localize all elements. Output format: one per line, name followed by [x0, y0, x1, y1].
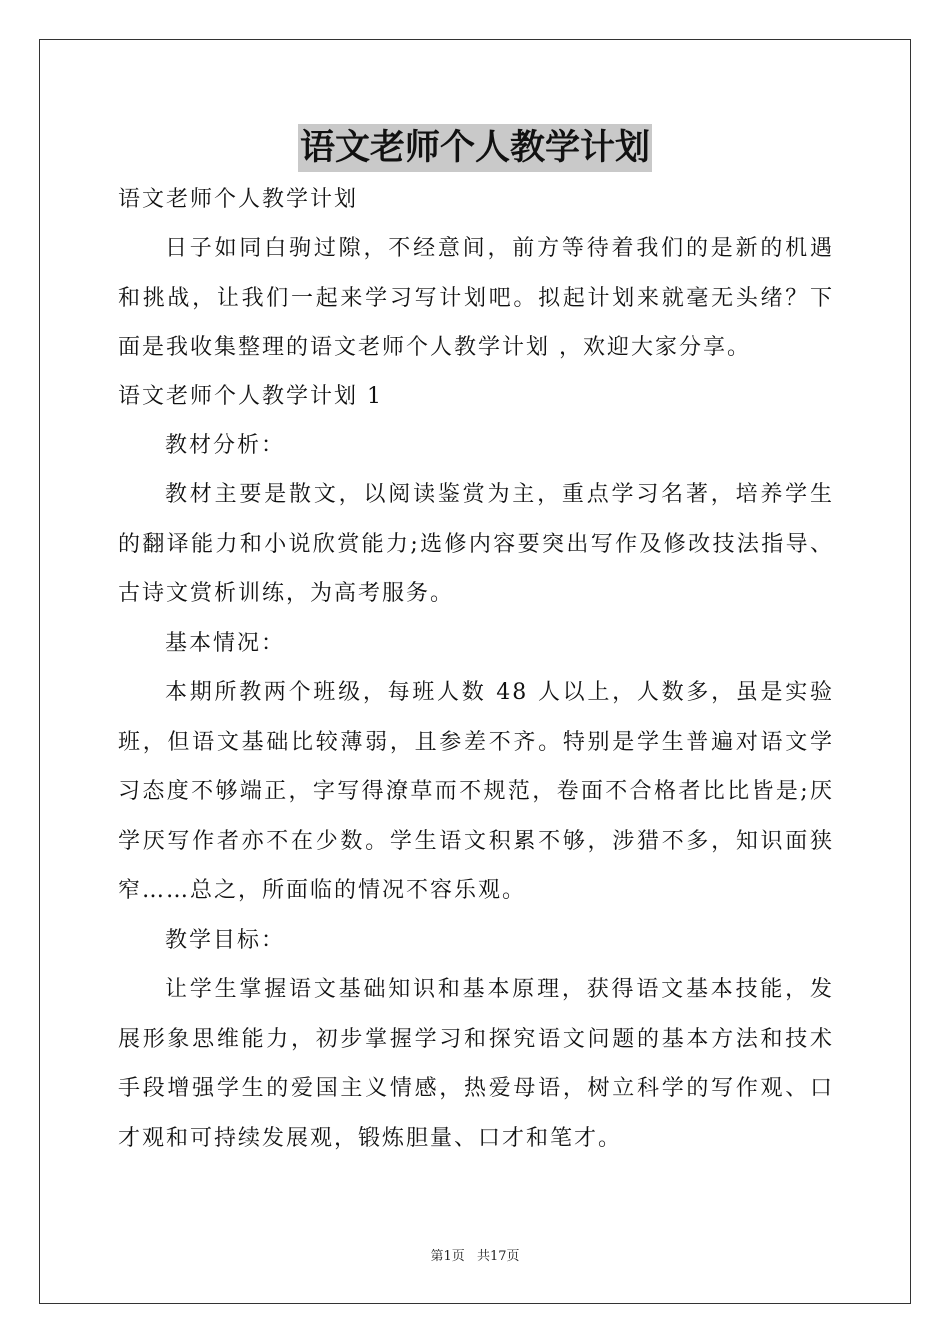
label-basic-situation: 基本情况：: [165, 630, 286, 656]
document-title: 语文老师个人教学计划: [298, 124, 652, 172]
label-teaching-goals: 教学目标：: [165, 927, 286, 953]
label-textbook-analysis: 教材分析：: [165, 432, 286, 458]
paragraph-teaching-goals: 让学生掌握语文基础知识和基本原理，获得语文基本技能，发展形象思维能力，初步掌握学习和探究语文问题的基本方法和技术手段增强学生的爱国主义情感，热爱母语，树立科学的写作观、口才观和可持续发展观，锻炼胆量、口才和笔才。: [118, 977, 834, 1151]
intro-paragraph: 日子如同白驹过隙，不经意间，前方等待着我们的是新的机遇和挑战，让我们一起来学习写计划吧。拟起计划来就毫无头绪？下面是我收集整理的语文老师个人教学计划 ，欢迎大家分享。: [118, 236, 834, 360]
document-subtitle: 语文老师个人教学计划: [118, 187, 359, 212]
document-body: [118, 176, 834, 1163]
page-number: 第1页: [430, 1249, 465, 1264]
page-total: 共17页: [476, 1249, 520, 1264]
title-container: [0, 124, 950, 172]
paragraph-textbook-analysis: 教材主要是散文，以阅读鉴赏为主，重点学习名著，培养学生的翻译能力和小说欣赏能力;选修内容要突出写作及修改技法指导、古诗文赏析训练，为高考服务。: [118, 482, 834, 606]
section-heading: 语文老师个人教学计划 1: [118, 383, 383, 409]
page-footer: [0, 1245, 950, 1264]
paragraph-basic-situation: 本期所教两个班级，每班人数 48 人以上，人数多，虽是实验班，但语文基础比较薄弱，且参差不齐。特别是学生普遍对语文学习态度不够端正，字写得潦草而不规范，卷面不合格者比比皆是;厌学厌写作者亦不在少数。学生语文积累不够，涉猎不多，知识面狭窄……总之，所面临的情况不容乐观。: [118, 680, 834, 903]
